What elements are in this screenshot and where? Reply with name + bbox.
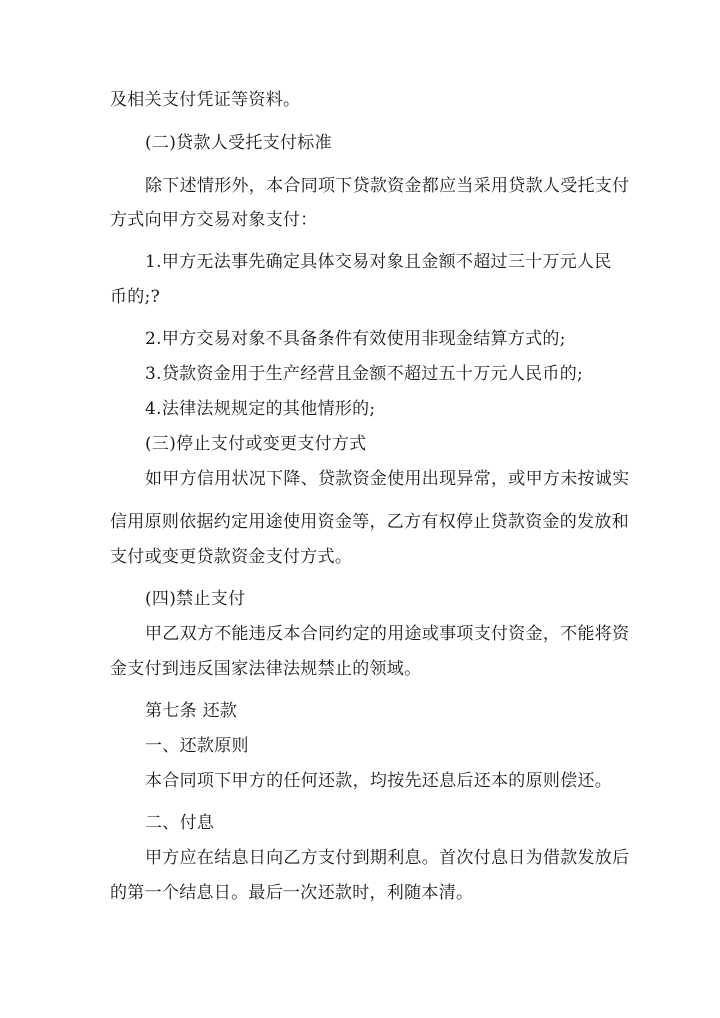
- section-heading-prohibited-payment: (四)禁止支付: [145, 589, 246, 609]
- paragraph-line: 金支付到违反国家法律法规禁止的领域。: [110, 659, 422, 679]
- paragraph-line: 除下述情形外，本合同项下贷款资金都应当采用贷款人受托支付: [145, 176, 630, 196]
- paragraph-line: 甲乙双方不能违反本合同约定的用途或事项支付资金，不能将资: [145, 624, 630, 644]
- section-heading-repayment-principle: 一、还款原则: [145, 736, 249, 756]
- paragraph-line: 币的;?: [110, 287, 161, 307]
- list-item-2: 2.甲方交易对象不具备条件有效使用非现金结算方式的;: [145, 329, 566, 349]
- paragraph-line: 方式向甲方交易对象支付：: [110, 210, 318, 230]
- section-heading-interest-payment: 二、付息: [145, 813, 215, 833]
- section-heading-stop-payment: (三)停止支付或变更支付方式: [145, 434, 367, 454]
- paragraph-line: 及相关支付凭证等资料。: [110, 90, 301, 110]
- list-item-3: 3.贷款资金用于生产经营且金额不超过五十万元人民币的;: [145, 364, 584, 384]
- paragraph-line: 本合同项下甲方的任何还款，均按先还息后还本的原则偿还。: [145, 771, 613, 791]
- section-heading-entrusted-payment-standard: (二)贷款人受托支付标准: [145, 133, 332, 153]
- paragraph-line: 支付或变更贷款资金支付方式。: [110, 547, 353, 567]
- paragraph-line: 的第一个结息日。最后一次还款时，利随本清。: [110, 883, 474, 903]
- article-heading-repayment: 第七条 还款: [145, 701, 238, 721]
- list-item-1: 1.甲方无法事先确定具体交易对象且金额不超过三十万元人民: [145, 252, 612, 272]
- paragraph-line: 甲方应在结息日向乙方支付到期利息。首次付息日为借款发放后: [145, 848, 630, 868]
- list-item-4: 4.法律法规规定的其他情形的;: [145, 399, 376, 419]
- paragraph-line: 信用原则依据约定用途使用资金等，乙方有权停止贷款资金的发放和: [110, 512, 629, 532]
- paragraph-line: 如甲方信用状况下降、贷款资金使用出现异常，或甲方未按诚实: [145, 469, 630, 489]
